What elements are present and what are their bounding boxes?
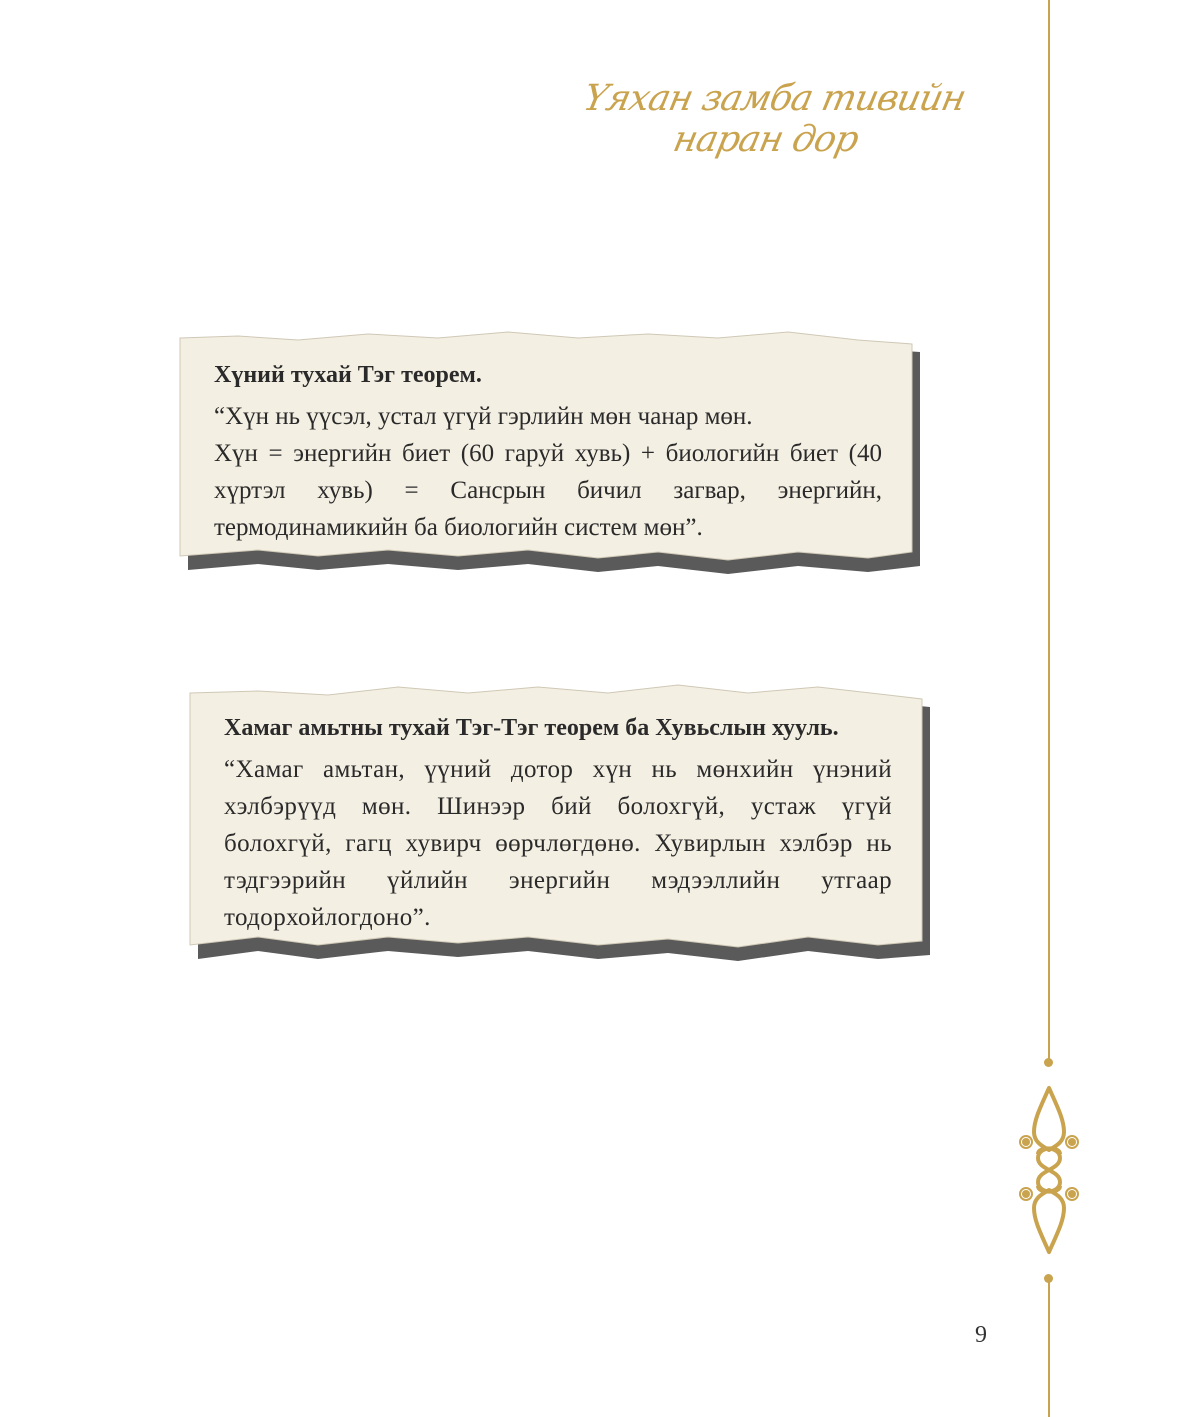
note-title: Хамаг амьтны тухай Тэг-Тэг теорем ба Хувьслын хууль. — [224, 715, 839, 741]
note-card-evolution-law — [188, 685, 928, 965]
note-text-body: “Хамаг амьтан, үүний дотор хүн нь мөнхийн үнэний хэлбэрүүд мөн. Шинээр бий болохгүй, устаж үгүй болохгүй, гагц хувирч өөрчлөгдөнө. Хувирлын хэлбэр нь тэдгээрийн үйлийн энергийн мэдээллийн утгаар тодорхойлогдоно”. — [224, 756, 892, 931]
page-number: 9 — [975, 1322, 987, 1348]
margin-rule-top — [1048, 0, 1050, 1062]
note-card-human-theorem — [178, 330, 918, 575]
margin-rule-dot-top — [1044, 1058, 1053, 1067]
note-title: Хүний тухай Тэг теорем. — [214, 362, 482, 388]
note-text-line: Хүн = энергийн биет (60 гаруй хувь) + биологийн биет (40 хүртэл хувь) = Сансрын бичил загвар, энергийн, термодинамикийн ба биологийн систем мөн”. — [214, 440, 882, 541]
note-text-line: “Хүн нь үүсэл, устал үгүй гэрлийн мөн чанар мөн. — [214, 403, 753, 430]
margin-rule-bottom — [1048, 1278, 1050, 1417]
running-title: Үяхан замба тивийн наран дор — [579, 78, 970, 160]
knot-ornament-icon — [1018, 1080, 1080, 1260]
